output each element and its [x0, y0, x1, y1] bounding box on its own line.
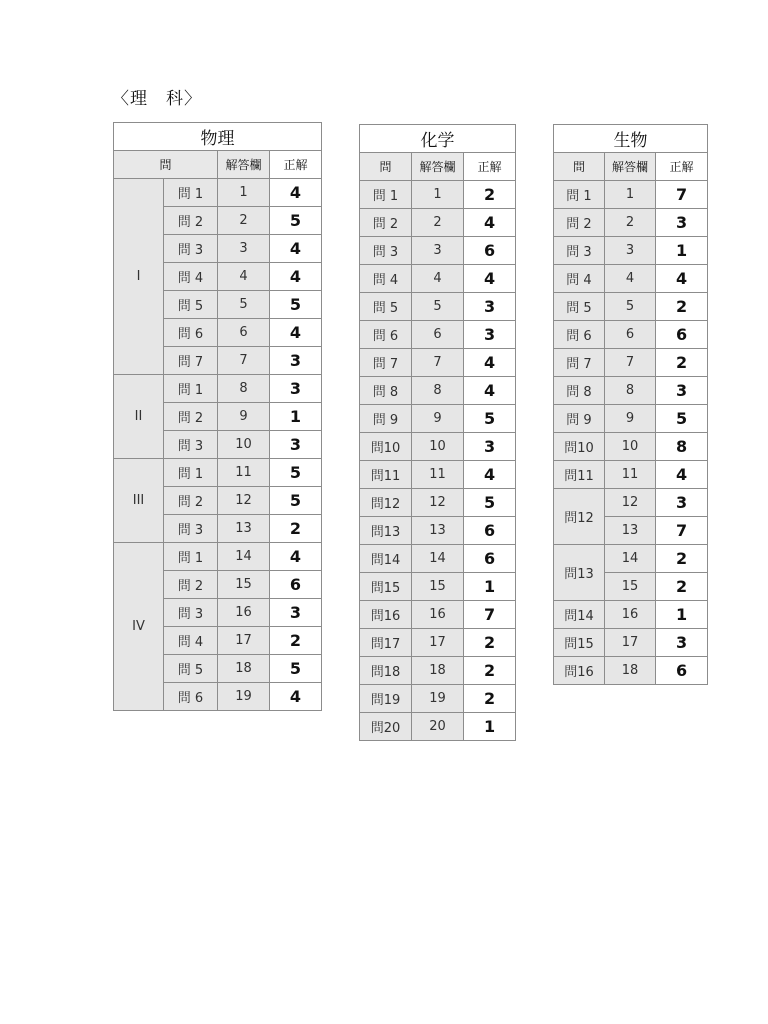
table-row [554, 181, 708, 209]
table-row [554, 237, 708, 265]
answer-column-number: 6 [605, 321, 656, 349]
table-row [360, 237, 516, 265]
correct-answer: 5 [270, 487, 322, 515]
table-row [360, 545, 516, 573]
question-number: 問 3 [164, 235, 218, 263]
correct-answer: 1 [270, 403, 322, 431]
answer-column-number: 4 [218, 263, 270, 291]
answer-column-number: 1 [605, 181, 656, 209]
question-number: 問 1 [164, 543, 218, 571]
answer-column-number: 13 [218, 515, 270, 543]
question-header: 問 [114, 151, 218, 179]
question-number: 問 7 [360, 349, 412, 377]
table-row [554, 265, 708, 293]
question-number: 問 1 [164, 375, 218, 403]
question-number: 問12 [554, 489, 605, 545]
question-number: 問 9 [554, 405, 605, 433]
correct-answer: 4 [270, 179, 322, 207]
answer-column-number: 1 [218, 179, 270, 207]
question-number: 問 1 [554, 181, 605, 209]
table-row [554, 293, 708, 321]
answer-column-number: 6 [412, 321, 464, 349]
table-row [360, 321, 516, 349]
answer-column-number: 15 [218, 571, 270, 599]
answer-column-number: 2 [412, 209, 464, 237]
table-title: 生物 [554, 125, 708, 153]
table-row [554, 545, 708, 573]
answer-column-number: 16 [412, 601, 464, 629]
correct-answer: 3 [656, 377, 708, 405]
answer-column-number: 9 [218, 403, 270, 431]
question-number: 問12 [360, 489, 412, 517]
answer-column-number: 9 [605, 405, 656, 433]
correct-answer: 7 [656, 181, 708, 209]
correct-answer: 5 [656, 405, 708, 433]
question-number: 問 9 [360, 405, 412, 433]
table-row [554, 461, 708, 489]
question-number: 問 2 [164, 487, 218, 515]
question-number: 問 3 [360, 237, 412, 265]
correct-answer: 2 [656, 349, 708, 377]
correct-answer: 5 [270, 207, 322, 235]
table-row [360, 601, 516, 629]
table-row [114, 543, 322, 571]
correct-answer: 4 [464, 265, 516, 293]
question-number: 問18 [360, 657, 412, 685]
correct-answer: 8 [656, 433, 708, 461]
table-row [554, 433, 708, 461]
answer-column-number: 10 [218, 431, 270, 459]
correct-answer: 3 [270, 375, 322, 403]
answer-header: 正解 [464, 153, 516, 181]
column-header: 解答欄 [218, 151, 270, 179]
correct-answer: 5 [270, 459, 322, 487]
question-number: 問13 [360, 517, 412, 545]
question-number: 問14 [554, 601, 605, 629]
question-number: 問 6 [164, 319, 218, 347]
correct-answer: 1 [656, 237, 708, 265]
table-row [114, 375, 322, 403]
question-number: 問19 [360, 685, 412, 713]
chemistry-answer-table [359, 124, 516, 741]
table-body [360, 181, 516, 741]
question-number: 問 6 [554, 321, 605, 349]
correct-answer: 7 [464, 601, 516, 629]
question-number: 問11 [554, 461, 605, 489]
table-row [360, 573, 516, 601]
question-number: 問20 [360, 713, 412, 741]
page-heading: 〈理 科〉 [112, 89, 202, 109]
answer-column-number: 13 [412, 517, 464, 545]
answer-column-number: 11 [605, 461, 656, 489]
table-row [114, 179, 322, 207]
table-row [360, 265, 516, 293]
table-body [114, 179, 322, 711]
question-number: 問 2 [554, 209, 605, 237]
question-number: 問15 [554, 629, 605, 657]
question-number: 問 1 [360, 181, 412, 209]
correct-answer: 4 [270, 543, 322, 571]
question-number: 問16 [554, 657, 605, 685]
correct-answer: 4 [656, 265, 708, 293]
section-label: IV [114, 543, 164, 711]
question-header: 問 [360, 153, 412, 181]
question-number: 問 5 [164, 291, 218, 319]
correct-answer: 7 [656, 517, 708, 545]
correct-answer: 2 [656, 545, 708, 573]
correct-answer: 6 [464, 517, 516, 545]
section-label: II [114, 375, 164, 459]
table-body [554, 181, 708, 685]
correct-answer: 6 [464, 237, 516, 265]
question-number: 問 4 [554, 265, 605, 293]
answer-column-number: 3 [218, 235, 270, 263]
answer-column-number: 3 [605, 237, 656, 265]
answer-column-number: 2 [218, 207, 270, 235]
table-row [360, 181, 516, 209]
table-row [554, 601, 708, 629]
table-row [554, 209, 708, 237]
answer-column-number: 12 [412, 489, 464, 517]
table-row [360, 489, 516, 517]
correct-answer: 3 [656, 629, 708, 657]
question-number: 問 8 [360, 377, 412, 405]
question-number: 問 7 [164, 347, 218, 375]
correct-answer: 2 [464, 629, 516, 657]
question-number: 問 3 [554, 237, 605, 265]
question-number: 問17 [360, 629, 412, 657]
section-label: III [114, 459, 164, 543]
correct-answer: 2 [464, 685, 516, 713]
question-number: 問13 [554, 545, 605, 601]
table-row [360, 685, 516, 713]
question-header: 問 [554, 153, 605, 181]
correct-answer: 4 [270, 263, 322, 291]
column-header: 解答欄 [605, 153, 656, 181]
answer-column-number: 8 [412, 377, 464, 405]
correct-answer: 3 [270, 599, 322, 627]
answer-column-number: 12 [218, 487, 270, 515]
answer-column-number: 7 [218, 347, 270, 375]
correct-answer: 2 [464, 181, 516, 209]
question-number: 問 1 [164, 459, 218, 487]
answer-column-number: 15 [412, 573, 464, 601]
question-number: 問10 [360, 433, 412, 461]
answer-column-number: 16 [218, 599, 270, 627]
correct-answer: 1 [656, 601, 708, 629]
question-number: 問 2 [164, 207, 218, 235]
table-row [554, 321, 708, 349]
correct-answer: 5 [270, 655, 322, 683]
section-label: I [114, 179, 164, 375]
correct-answer: 6 [464, 545, 516, 573]
answer-column-number: 18 [412, 657, 464, 685]
table-row [360, 713, 516, 741]
answer-column-number: 19 [412, 685, 464, 713]
answer-column-number: 2 [605, 209, 656, 237]
question-number: 問14 [360, 545, 412, 573]
answer-column-number: 4 [412, 265, 464, 293]
question-number: 問 4 [164, 627, 218, 655]
correct-answer: 3 [656, 209, 708, 237]
answer-column-number: 17 [412, 629, 464, 657]
question-number: 問 5 [554, 293, 605, 321]
question-number: 問 5 [360, 293, 412, 321]
question-number: 問11 [360, 461, 412, 489]
answer-column-number: 8 [605, 377, 656, 405]
correct-answer: 5 [270, 291, 322, 319]
question-number: 問 5 [164, 655, 218, 683]
question-number: 問 2 [360, 209, 412, 237]
table-row [360, 657, 516, 685]
answer-column-number: 15 [605, 573, 656, 601]
correct-answer: 4 [464, 377, 516, 405]
correct-answer: 2 [270, 627, 322, 655]
answer-column-number: 5 [605, 293, 656, 321]
answer-column-number: 1 [412, 181, 464, 209]
answer-column-number: 11 [412, 461, 464, 489]
table-row [360, 461, 516, 489]
question-number: 問16 [360, 601, 412, 629]
column-header: 解答欄 [412, 153, 464, 181]
question-number: 問 6 [360, 321, 412, 349]
question-number: 問 6 [164, 683, 218, 711]
table-row [554, 405, 708, 433]
question-number: 問15 [360, 573, 412, 601]
correct-answer: 6 [270, 571, 322, 599]
correct-answer: 5 [464, 405, 516, 433]
answer-column-number: 6 [218, 319, 270, 347]
table-row [360, 629, 516, 657]
table-row [360, 405, 516, 433]
answer-column-number: 9 [412, 405, 464, 433]
question-number: 問10 [554, 433, 605, 461]
correct-answer: 6 [656, 321, 708, 349]
correct-answer: 4 [270, 319, 322, 347]
table-row [554, 377, 708, 405]
answer-header: 正解 [270, 151, 322, 179]
answer-column-number: 20 [412, 713, 464, 741]
correct-answer: 1 [464, 713, 516, 741]
physics-answer-table [113, 122, 322, 711]
question-number: 問 4 [164, 263, 218, 291]
correct-answer: 4 [270, 235, 322, 263]
question-number: 問 1 [164, 179, 218, 207]
answer-column-number: 16 [605, 601, 656, 629]
correct-answer: 6 [656, 657, 708, 685]
answer-column-number: 5 [218, 291, 270, 319]
answer-column-number: 11 [218, 459, 270, 487]
correct-answer: 3 [464, 293, 516, 321]
table-row [360, 433, 516, 461]
correct-answer: 4 [270, 683, 322, 711]
correct-answer: 4 [464, 209, 516, 237]
correct-answer: 2 [656, 293, 708, 321]
correct-answer: 4 [464, 349, 516, 377]
question-number: 問 3 [164, 515, 218, 543]
answer-column-number: 8 [218, 375, 270, 403]
correct-answer: 1 [464, 573, 516, 601]
table-row [554, 629, 708, 657]
answer-column-number: 18 [218, 655, 270, 683]
correct-answer: 3 [464, 433, 516, 461]
answer-column-number: 13 [605, 517, 656, 545]
question-number: 問 8 [554, 377, 605, 405]
table-row [360, 293, 516, 321]
correct-answer: 5 [464, 489, 516, 517]
answer-column-number: 10 [412, 433, 464, 461]
correct-answer: 4 [656, 461, 708, 489]
answer-column-number: 12 [605, 489, 656, 517]
correct-answer: 4 [464, 461, 516, 489]
answer-column-number: 3 [412, 237, 464, 265]
question-number: 問 3 [164, 599, 218, 627]
question-number: 問 4 [360, 265, 412, 293]
table-row [554, 349, 708, 377]
answer-column-number: 17 [605, 629, 656, 657]
biology-answer-table [553, 124, 708, 685]
answer-header: 正解 [656, 153, 708, 181]
table-row [360, 349, 516, 377]
correct-answer: 2 [270, 515, 322, 543]
question-number: 問 2 [164, 403, 218, 431]
table-row [554, 489, 708, 517]
answer-column-number: 19 [218, 683, 270, 711]
correct-answer: 3 [270, 347, 322, 375]
table-row [360, 517, 516, 545]
question-number: 問 3 [164, 431, 218, 459]
correct-answer: 2 [464, 657, 516, 685]
table-title: 化学 [360, 125, 516, 153]
correct-answer: 3 [270, 431, 322, 459]
answer-column-number: 14 [218, 543, 270, 571]
answer-column-number: 7 [605, 349, 656, 377]
answer-column-number: 18 [605, 657, 656, 685]
answer-column-number: 5 [412, 293, 464, 321]
answer-column-number: 14 [605, 545, 656, 573]
answer-column-number: 10 [605, 433, 656, 461]
answer-column-number: 7 [412, 349, 464, 377]
table-row [360, 209, 516, 237]
correct-answer: 3 [656, 489, 708, 517]
answer-column-number: 14 [412, 545, 464, 573]
table-row [360, 377, 516, 405]
table-row [554, 657, 708, 685]
answer-column-number: 4 [605, 265, 656, 293]
answer-column-number: 17 [218, 627, 270, 655]
correct-answer: 3 [464, 321, 516, 349]
correct-answer: 2 [656, 573, 708, 601]
question-number: 問 2 [164, 571, 218, 599]
table-row [114, 459, 322, 487]
question-number: 問 7 [554, 349, 605, 377]
table-title: 物理 [114, 123, 322, 151]
